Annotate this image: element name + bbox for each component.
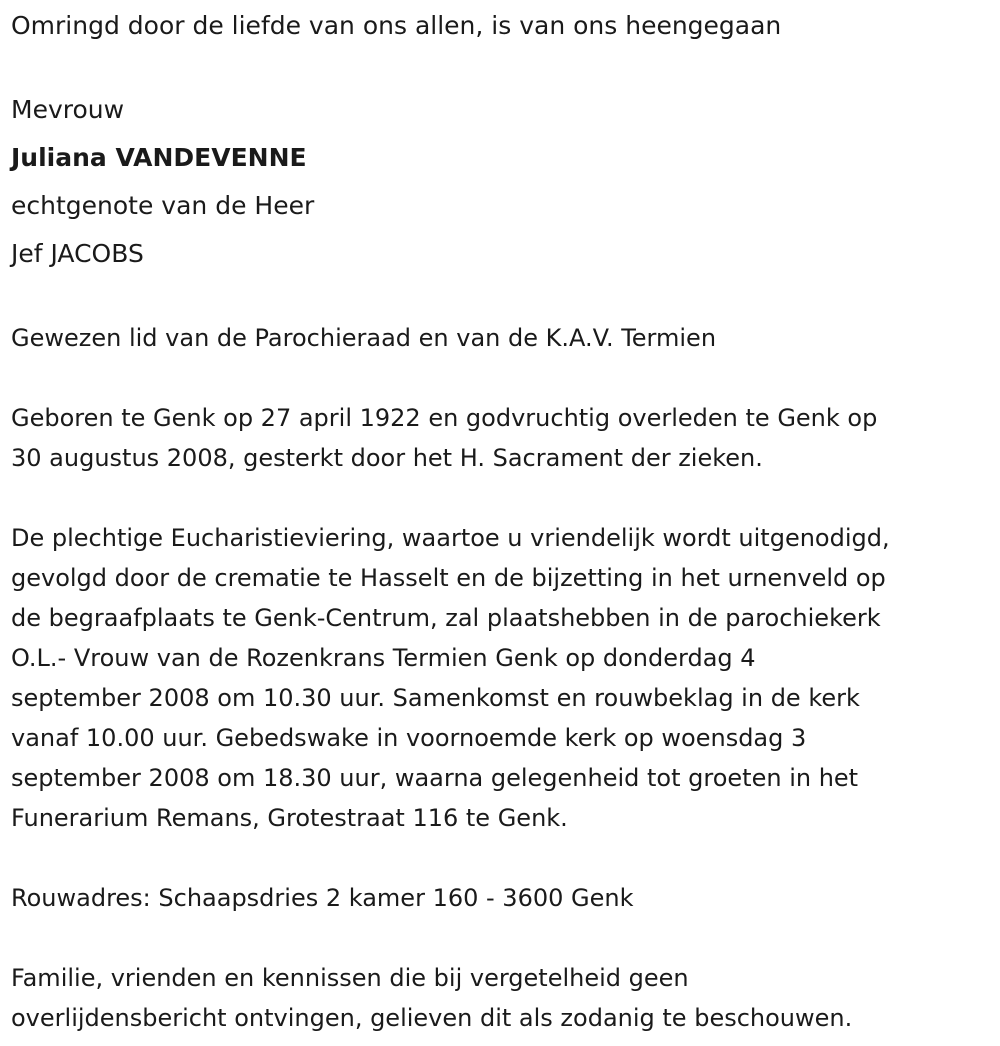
- paragraph-line: september 2008 om 10.30 uur. Samenkomst en rouwbeklag in de kerk: [11, 684, 860, 712]
- birth-death-paragraph: [11, 398, 996, 478]
- paragraph-line: gevolgd door de crematie te Hasselt en de bijzetting in het urnenveld op: [11, 564, 886, 592]
- paragraph-line: overlijdensbericht ontvingen, gelieven dit als zodanig te beschouwen.: [11, 1004, 853, 1032]
- paragraph-line: O.L.- Vrouw van de Rozenkrans Termien Genk op donderdag 4: [11, 644, 756, 672]
- address-line: Rouwadres: Schaapsdries 2 kamer 160 - 3600 Genk: [11, 884, 634, 912]
- paragraph-line: de begraafplaats te Genk-Centrum, zal plaatshebben in de parochiekerk: [11, 604, 881, 632]
- spacer: [11, 838, 996, 878]
- ceremony-paragraph: [11, 518, 996, 838]
- membership-line: Gewezen lid van de Parochieraad en van de K.A.V. Termien: [11, 324, 717, 352]
- spacer: [11, 918, 996, 958]
- spouse-name: Jef JACOBS: [11, 239, 144, 268]
- spacer: [11, 478, 996, 518]
- obituary-text: [11, 0, 996, 1038]
- paragraph-line: De plechtige Eucharistieviering, waartoe u vriendelijk wordt uitgenodigd,: [11, 524, 890, 552]
- deceased-name: Juliana VANDEVENNE: [11, 143, 307, 172]
- paragraph-line: vanaf 10.00 uur. Gebedswake in voornoemde kerk op woensdag 3: [11, 724, 807, 752]
- closing-paragraph: [11, 958, 996, 1038]
- paragraph-line: Familie, vrienden en kennissen die bij vergetelheid geen: [11, 964, 689, 992]
- paragraph-line: september 2008 om 18.30 uur, waarna gelegenheid tot groeten in het: [11, 764, 859, 792]
- intro-line: Omringd door de liefde van ons allen, is van ons heengegaan: [11, 11, 782, 40]
- relation-line: echtgenote van de Heer: [11, 191, 315, 220]
- honorific: Mevrouw: [11, 95, 125, 124]
- spacer: [11, 46, 996, 86]
- spacer: [11, 358, 996, 398]
- paragraph-line: 30 augustus 2008, gesterkt door het H. Sacrament der zieken.: [11, 444, 763, 472]
- spacer: [11, 278, 996, 318]
- paragraph-line: Funerarium Remans, Grotestraat 116 te Genk.: [11, 804, 568, 832]
- paragraph-line: Geboren te Genk op 27 april 1922 en godvruchtig overleden te Genk op: [11, 404, 878, 432]
